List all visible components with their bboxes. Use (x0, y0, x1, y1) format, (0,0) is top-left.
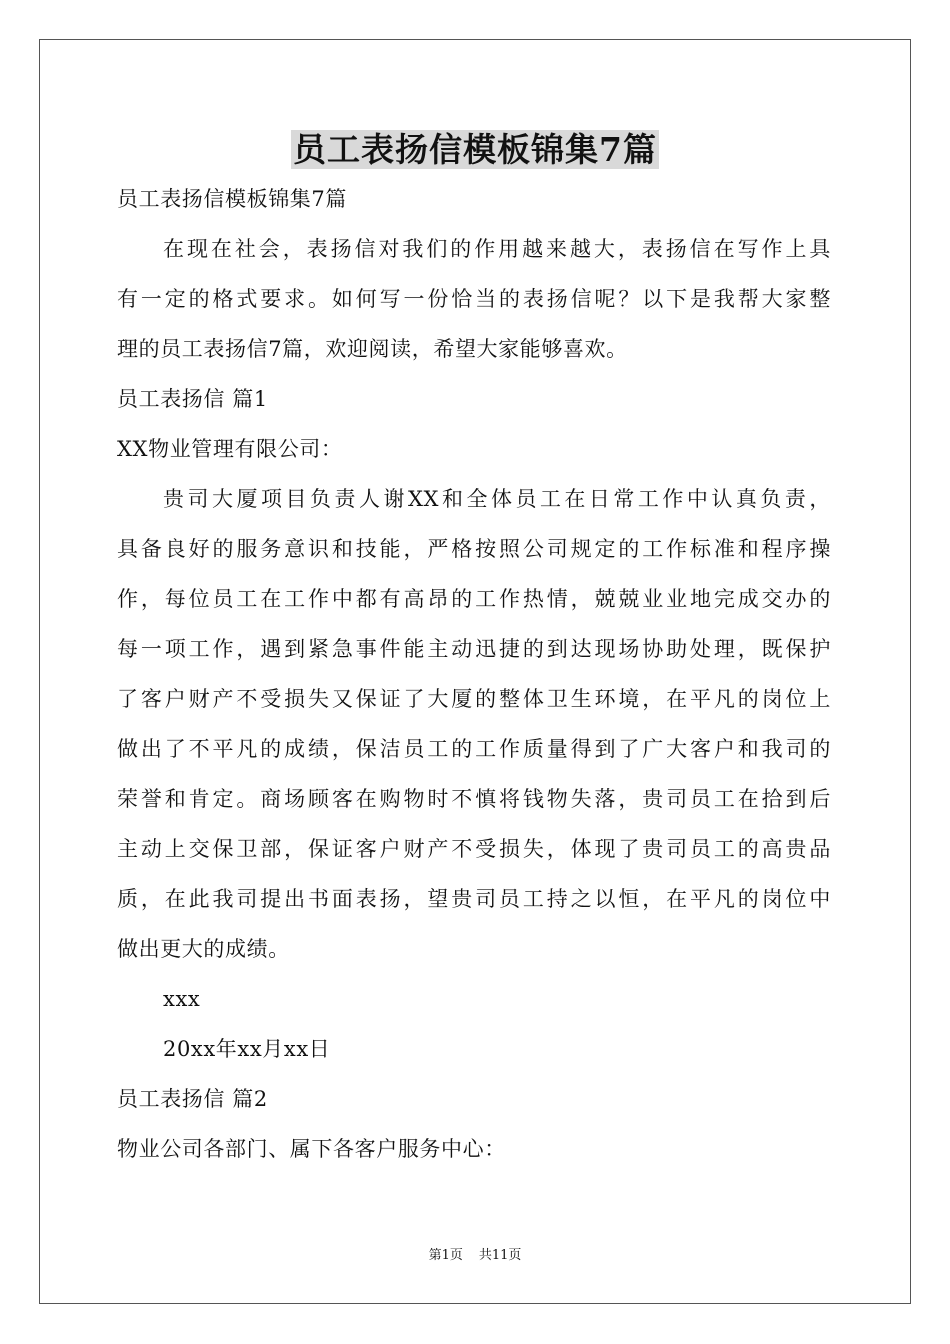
section1-body-line-2: 具备良好的服务意识和技能，严格按照公司规定的工作标准和程序操 (117, 537, 831, 561)
document-subtitle: 员工表扬信模板锦集7篇 (117, 187, 347, 211)
intro-line-2: 有一定的格式要求。如何写一份恰当的表扬信呢？以下是我帮大家整 (117, 287, 831, 311)
document-title (0, 124, 950, 176)
section1-body-line-6: 做出了不平凡的成绩，保洁员工的工作质量得到了广大客户和我司的 (117, 737, 831, 761)
section1-body-line-9: 质，在此我司提出书面表扬，望贵司员工持之以恒，在平凡的岗位中 (117, 887, 831, 911)
section1-heading: 员工表扬信 篇1 (117, 387, 268, 411)
intro-line-3: 理的员工表扬信7篇，欢迎阅读，希望大家能够喜欢。 (117, 337, 628, 361)
section1-body-line-5: 了客户财产不受损失又保证了大厦的整体卫生环境，在平凡的岗位上 (117, 687, 831, 711)
section1-salutation: XX物业管理有限公司： (117, 437, 343, 461)
page-footer (0, 1247, 950, 1265)
section1-body-line-3: 作，每位员工在工作中都有高昂的工作热情，兢兢业业地完成交办的 (117, 587, 831, 611)
section1-body-line-4: 每一项工作，遇到紧急事件能主动迅捷的到达现场协助处理，既保护 (117, 637, 831, 661)
section1-body-line-8: 主动上交保卫部，保证客户财产不受损失，体现了贵司员工的高贵品 (117, 837, 831, 861)
section1-signature: xxx (163, 987, 201, 1011)
section1-body-line-1: 贵司大厦项目负责人谢XX和全体员工在日常工作中认真负责， (163, 487, 831, 511)
section2-salutation: 物业公司各部门、属下各客户服务中心： (117, 1137, 506, 1161)
section1-date: 20xx年xx月xx日 (163, 1037, 331, 1061)
page-frame (39, 39, 911, 1304)
intro-line-1: 在现在社会，表扬信对我们的作用越来越大，表扬信在写作上具 (163, 237, 831, 261)
section2-heading: 员工表扬信 篇2 (117, 1087, 268, 1111)
section1-body-line-7: 荣誉和肯定。商场顾客在购物时不慎将钱物失落，贵司员工在拾到后 (117, 787, 831, 811)
page-total: 共11页 (478, 1248, 522, 1263)
page-number: 第1页 (428, 1248, 463, 1263)
section1-body-line-10: 做出更大的成绩。 (117, 937, 290, 961)
document-title-text: 员工表扬信模板锦集7篇 (293, 130, 657, 169)
